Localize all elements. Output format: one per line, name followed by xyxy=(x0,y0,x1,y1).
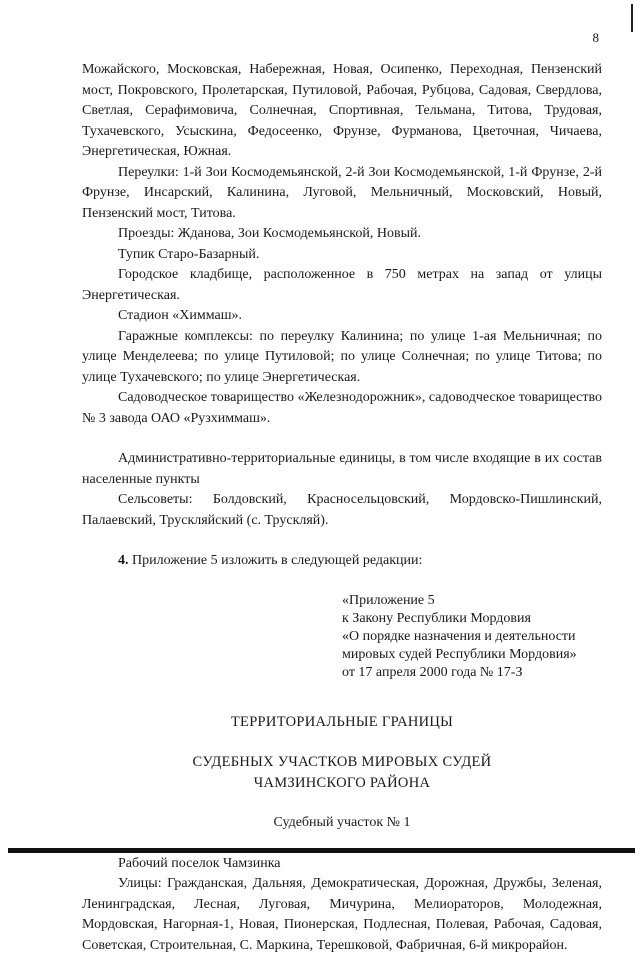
document-body xyxy=(82,60,602,956)
title-territorial-boundaries: ТЕРРИТОРИАЛЬНЫЕ ГРАНИЦЫ xyxy=(230,713,454,730)
streets-chamzinka: Улицы: Гражданская, Дальняя, Демократическая, Дорожная, Дружбы, Зеленая, Ленинградская, Лесная, Луговая, Мичурина, Мелиораторов, Молодежная, Мордовская, Нагорная-1, Новая, Пионерская, Подлесная, Полевая, Рабочая, Садовая, Советская, Строительная, С. Маркина, Терешковой, Фабричная, 6-й микрорайон. xyxy=(82,876,602,953)
title-district-name: ЧАМЗИНСКОГО РАЙОНА xyxy=(253,774,431,791)
admin-units-paragraph: Административно-территориальные единицы, в том числе входящие в их состав населенные пункты xyxy=(82,451,602,487)
appendix-line: «О порядке назначения и деятельности xyxy=(342,628,576,644)
appendix-label xyxy=(342,592,602,682)
dead-end-paragraph: Тупик Старо-Базарный. xyxy=(118,246,260,262)
councils-paragraph: Сельсоветы: Болдовский, Красносельцовский, Мордовско-Пишлинский, Палаевский, Трускляйский (с. Трускляй). xyxy=(82,492,602,528)
gardens-paragraph: Садоводческое товарищество «Железнодорожник», садоводческое товарищество № 3 завода ОАО «Рузхиммаш». xyxy=(82,390,602,426)
streets-continued: Можайского, Московская, Набережная, Новая, Осипенко, Переходная, Пензенский мост, Покровского, Пролетарская, Путиловой, Рабочая, Рубцова, Садовая, Свердлова, Светлая, Серафимовича, Солнечная, Спортивная, Тельмана, Титова, Трудовая, Тухачевского, Усыскина, Федосеенко, Фрунзе, Фурманова, Цветочная, Чичаева, Энергетическая, Южная. xyxy=(82,62,602,159)
appendix-line: от 17 апреля 2000 года № 17-З xyxy=(342,664,523,680)
settlement-name: Рабочий поселок Чамзинка xyxy=(118,855,281,871)
page-number: 8 xyxy=(592,30,599,45)
item-4-text: Приложение 5 изложить в следующей редакции: xyxy=(128,553,423,568)
cemetery-paragraph: Городское кладбище, расположенное в 750 метрах на запад от улицы Энергетическая. xyxy=(82,267,602,303)
page-edge-rule xyxy=(631,4,633,32)
district-title: Судебный участок № 1 xyxy=(273,815,411,830)
lanes-paragraph: Переулки: 1-й Зои Космодемьянской, 2-й Зои Космодемьянской, 1-й Фрунзе, 2-й Фрунзе, Инсарский, Калинина, Луговой, Мельничный, Московский, Новый, Пензенский мост, Титова. xyxy=(82,164,602,221)
item-4-paragraph xyxy=(82,551,602,572)
stadium-paragraph: Стадион «Химмаш». xyxy=(118,308,242,323)
passages-paragraph: Проезды: Жданова, Зои Космодемьянской, Новый. xyxy=(118,226,421,241)
appendix-line: «Приложение 5 xyxy=(342,592,435,608)
appendix-line: мировых судей Республики Мордовия» xyxy=(342,646,577,662)
garages-paragraph: Гаражные комплексы: по переулку Калинина; по улице 1-ая Мельничная; по улице Менделеева; по улице Путиловой; по улице Солнечная; по улице Титова; по улице Тухачевского; по улице Энергетическая. xyxy=(82,328,602,385)
appendix-line: к Закону Республики Мордовия xyxy=(342,610,531,626)
title-court-districts: СУДЕБНЫХ УЧАСТКОВ МИРОВЫХ СУДЕЙ xyxy=(192,754,492,770)
item-4-number: 4. xyxy=(118,553,129,568)
page-bottom-rule xyxy=(8,848,635,853)
